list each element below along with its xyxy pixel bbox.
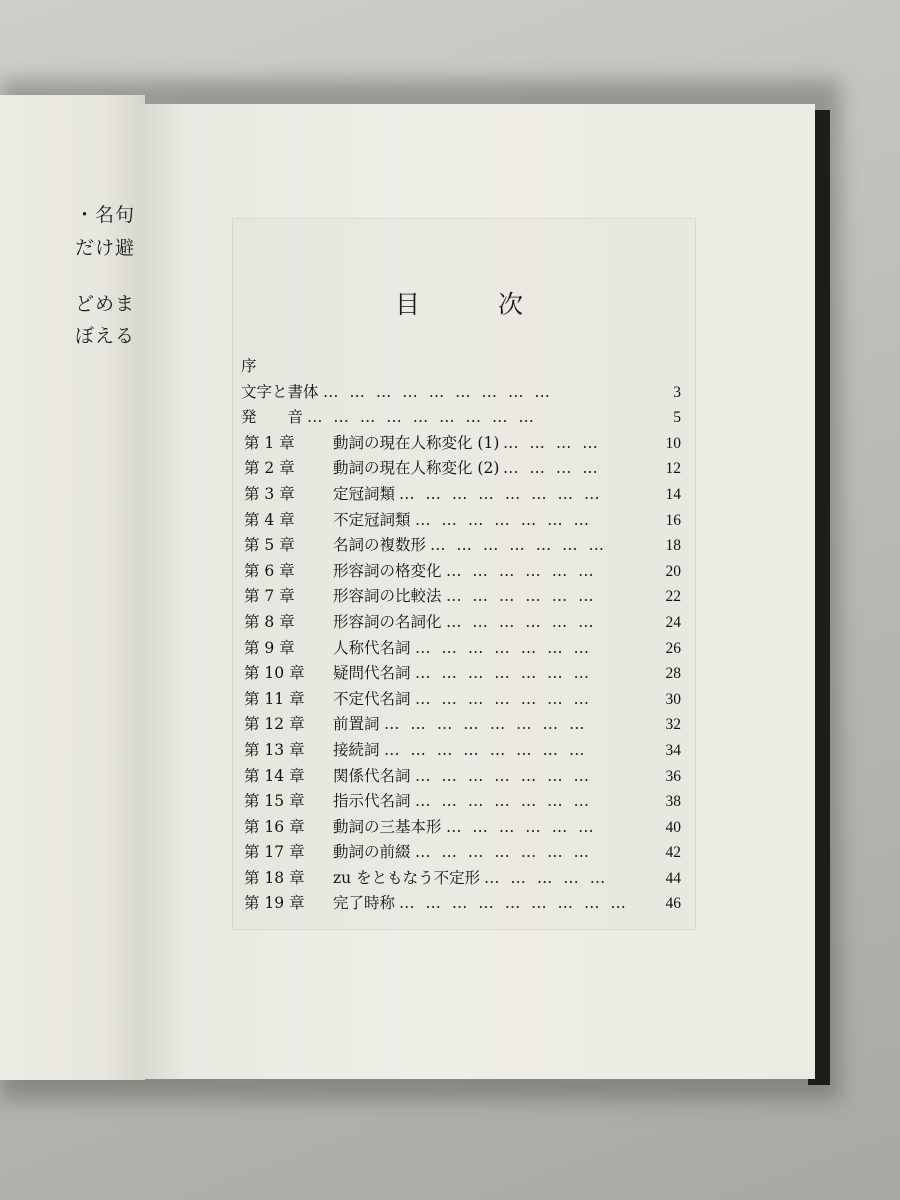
toc-entry xyxy=(241,815,681,841)
toc-entry xyxy=(241,636,681,662)
toc-entry-label: 第 4 章 xyxy=(244,510,295,529)
toc-entry-label: 第 12 章 xyxy=(244,715,305,734)
toc-entry-label: 第 5 章 xyxy=(244,536,295,555)
toc-entry xyxy=(241,764,681,790)
toc-entry-page-number: 46 xyxy=(665,895,681,913)
toc-entry-leader-dots: … … … … … xyxy=(484,868,609,887)
toc-entry-page-number: 22 xyxy=(665,588,681,606)
toc-entry-leader-dots: … … … … … … … xyxy=(415,664,593,683)
toc-entry-page-number: 10 xyxy=(665,434,681,452)
toc-entry-label: 第 1 章 xyxy=(244,433,295,452)
toc-entry-label: 第 15 章 xyxy=(244,792,305,811)
toc-entry-title: 動詞の三基本形 xyxy=(333,817,442,836)
toc-title-char: 目 xyxy=(395,290,423,319)
toc-entry-page-number: 42 xyxy=(665,844,681,862)
toc-entry-leader-dots: … … … … … … xyxy=(446,612,597,631)
toc-entry-leader-dots: … … … … … … … xyxy=(415,766,593,785)
toc-entry-page-number: 14 xyxy=(665,485,681,503)
toc-entry-leader-dots: … … … … … … … … xyxy=(399,484,603,503)
toc-entry-label: 第 7 章 xyxy=(244,587,295,606)
toc-entry xyxy=(241,431,681,457)
toc-entry-page-number: 32 xyxy=(665,716,681,734)
toc-entry xyxy=(241,891,681,917)
toc-entry xyxy=(241,866,681,892)
toc-entry-leader-dots: … … … … … … … xyxy=(415,689,593,708)
toc-entry xyxy=(241,661,681,687)
toc-entry-title: 形容詞の比較法 xyxy=(333,587,442,606)
toc-entry-title: 形容詞の格変化 xyxy=(333,561,442,580)
toc-entry-leader-dots: … … … … … … … xyxy=(415,792,593,811)
toc-entry-label: 第 8 章 xyxy=(244,612,295,631)
toc-entry-page-number: 16 xyxy=(665,511,681,529)
toc-entry-title: 動詞の前綴 xyxy=(333,843,411,862)
toc-entry-title: 接続詞 xyxy=(333,740,380,759)
toc-entry-label: 第 11 章 xyxy=(244,689,305,708)
toc-entry-label: 第 13 章 xyxy=(244,740,305,759)
left-page-line: ぼえる xyxy=(74,325,135,347)
toc-entry-title: 人称代名詞 xyxy=(333,638,411,657)
toc-entry-title: 動詞の現在人称変化 (1) xyxy=(333,433,500,452)
toc-entry-page-number: 40 xyxy=(665,818,681,836)
toc-entry-label: 第 9 章 xyxy=(244,638,295,657)
toc-entry-title: 完了時称 xyxy=(333,894,396,913)
toc-entry-leader-dots: … … … … … … … xyxy=(430,536,608,555)
toc-title-char: 次 xyxy=(497,290,525,319)
toc-entry-leader-dots: … … … … … … … … … xyxy=(307,408,537,427)
toc-entry-leader-dots: … … … … … … … xyxy=(415,843,593,862)
toc-entry-leader-dots: … … … … … … … … xyxy=(384,740,588,759)
toc-entry xyxy=(241,712,681,738)
toc-entry-leader-dots: … … … … … … … … … xyxy=(323,382,553,401)
toc-entry-label: 文字と書体 xyxy=(241,382,319,401)
toc-entry-label: 第 19 章 xyxy=(244,894,305,913)
toc-entry-leader-dots: … … … … xyxy=(503,459,601,478)
toc-entry xyxy=(241,456,681,482)
toc-entry-page-number: 20 xyxy=(665,562,681,580)
toc-entry-leader-dots: … … … … … … xyxy=(446,817,597,836)
toc-entry xyxy=(241,405,681,431)
toc-entry xyxy=(241,559,681,585)
toc-entry xyxy=(241,380,681,406)
left-page-line: だけ避 xyxy=(74,237,135,259)
toc-entry-title: 関係代名詞 xyxy=(333,766,411,785)
toc-entry-label: 第 18 章 xyxy=(244,868,305,887)
toc-entry-page-number: 44 xyxy=(665,869,681,887)
toc-entry-leader-dots: … … … … … … xyxy=(446,587,597,606)
toc-entry xyxy=(241,610,681,636)
toc-entry-label: 第 16 章 xyxy=(244,817,305,836)
toc-entry-label: 第 14 章 xyxy=(244,766,305,785)
toc-entry xyxy=(241,687,681,713)
toc-entry-page-number: 24 xyxy=(665,613,681,631)
toc-entry xyxy=(241,508,681,534)
toc-entry-label: 第 6 章 xyxy=(244,561,295,580)
toc-entry xyxy=(241,354,681,380)
toc-entry-page-number: 28 xyxy=(665,665,681,683)
toc-entry-page-number: 3 xyxy=(673,383,681,401)
toc-entry-leader-dots: … … … … … … … … … xyxy=(399,894,629,913)
toc-entry-page-number: 26 xyxy=(665,639,681,657)
left-page-line: ・名句 xyxy=(74,204,135,226)
toc-entry-title: 定冠詞類 xyxy=(333,484,396,503)
toc-entry-page-number: 34 xyxy=(665,741,681,759)
toc-entry xyxy=(241,738,681,764)
toc-entry-page-number: 5 xyxy=(673,409,681,427)
toc-entry-page-number: 18 xyxy=(665,537,681,555)
toc-entry-leader-dots: … … … … xyxy=(503,433,601,452)
toc-entry-title: 前置詞 xyxy=(333,715,380,734)
toc-entry-page-number: 12 xyxy=(665,460,681,478)
toc-entry-label: 序 xyxy=(241,357,257,375)
toc-entry xyxy=(241,482,681,508)
toc-entry-leader-dots: … … … … … … xyxy=(446,561,597,580)
toc-entry-leader-dots: … … … … … … … xyxy=(415,638,593,657)
left-page-line: どめま xyxy=(74,293,135,315)
toc-entry-title: 動詞の現在人称変化 (2) xyxy=(333,459,500,478)
toc-title xyxy=(395,285,525,321)
toc-entry-label: 第 10 章 xyxy=(244,664,305,683)
toc-entry-label: 発 音 xyxy=(241,408,304,427)
toc-entry xyxy=(241,584,681,610)
toc-entry-label: 第 3 章 xyxy=(244,484,295,503)
toc-entry xyxy=(241,789,681,815)
toc-entry xyxy=(241,533,681,559)
toc-entry-title: 指示代名詞 xyxy=(333,792,411,811)
toc-entry-title: 形容詞の名詞化 xyxy=(333,612,442,631)
toc-entry-title: 不定冠詞類 xyxy=(333,510,411,529)
toc-entry-title: 疑問代名詞 xyxy=(333,664,411,683)
toc-entry-title: 名詞の複数形 xyxy=(333,536,427,555)
toc-entry-label: 第 17 章 xyxy=(244,843,305,862)
toc-entry-label: 第 2 章 xyxy=(244,459,295,478)
toc-entry-title: zu をともなう不定形 xyxy=(333,868,481,887)
toc-list xyxy=(241,354,681,917)
toc-entry-leader-dots: … … … … … … … … xyxy=(384,715,588,734)
toc-entry-page-number: 30 xyxy=(665,690,681,708)
left-page xyxy=(0,95,145,1080)
toc-entry-title: 不定代名詞 xyxy=(333,689,411,708)
toc-entry-leader-dots: … … … … … … … xyxy=(415,510,593,529)
toc-entry-page-number: 36 xyxy=(665,767,681,785)
toc-entry xyxy=(241,840,681,866)
toc-entry-page-number: 38 xyxy=(665,793,681,811)
